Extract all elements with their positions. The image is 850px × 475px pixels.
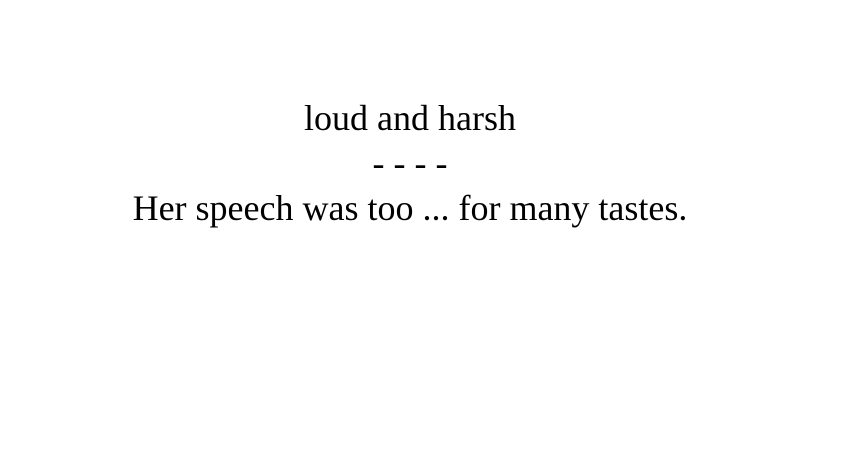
separator-dashes: - - - -	[372, 143, 448, 183]
example-sentence: Her speech was too ... for many tastes.	[132, 188, 688, 228]
prompt-text: loud and harsh	[304, 98, 516, 138]
